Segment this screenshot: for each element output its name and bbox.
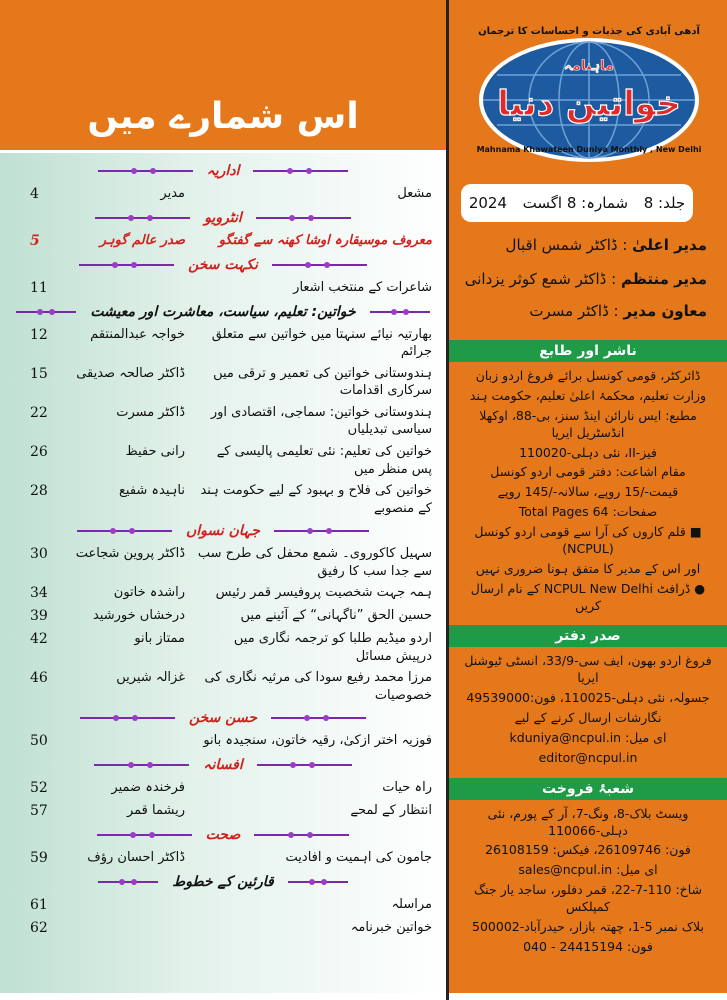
page-bottom-strip (446, 993, 727, 1000)
toc-entry[interactable] (0, 800, 446, 823)
page-number: 11 (30, 279, 48, 296)
article-author: درخشاں خورشید (92, 608, 185, 624)
info-line: فون: 26109746، فیکس: 26108159 (485, 842, 691, 858)
info-line: ای میل: kduniya@ncpul.in (509, 729, 667, 745)
page-number: 34 (30, 585, 48, 602)
section-title: حسن سخن (188, 710, 258, 727)
section-title: انٹرویو (204, 209, 242, 226)
info-line: بلاک نمبر 5-1، چھتہ بازار، حیدرآباد-500002 (472, 918, 704, 934)
info-line: جسولہ، نئی دہلی-110025، فون:49539000 (466, 690, 710, 706)
article-title: انتظار کے لمحے (350, 802, 432, 818)
sales-heading: شعبۂ فروخت (449, 778, 727, 800)
ornament-line (256, 217, 351, 219)
ornament-line (98, 170, 193, 172)
page-number: 30 (30, 546, 48, 563)
page-number: 26 (30, 443, 48, 460)
info-line: نگارشات ارسال کرنے کے لیے (514, 710, 662, 725)
toc-entry[interactable] (0, 363, 446, 402)
article-author: ڈاکٹر احسان رؤف (87, 849, 185, 865)
page-number: 39 (30, 608, 48, 625)
page-number: 5 (30, 232, 40, 249)
info-line: اور اس کے مدیر کا متفق ہونا ضروری نہیں (475, 560, 701, 576)
article-title: خواتین کی فلاح و بہبود کے لیے حکومت ہند کے منصوبے (200, 483, 432, 516)
logo-english: Mahnama Khawateen Duniya Monthly , New Delhi (476, 145, 702, 154)
article-title: راہ حیات (382, 780, 432, 796)
page-number: 61 (30, 896, 48, 913)
ornament-line (257, 764, 352, 766)
article-title: ہمہ جہت شخصیت پروفیسر قمر رئیس (215, 585, 432, 601)
section-divider (0, 706, 446, 730)
info-line: ● ڈرافٹ NCPUL New Delhi کے نام ارسال کریں (470, 580, 706, 613)
info-line: ویسٹ بلاک-8، ونگ-7، آر کے پورم، نئی دہلی-110066 (487, 805, 689, 838)
article-title: فوزیہ اختر ازکیٰ، رقیہ خاتون، سنجیدہ بانو (203, 733, 432, 749)
info-line: وزارت تعلیم، محکمۂ اعلیٰ تعلیم، حکومت ہند (469, 387, 707, 403)
page-number: 62 (30, 919, 48, 936)
article-title: خواتین کی تعلیم: نئی تعلیمی پالیسی کے پس منظر میں (216, 443, 432, 477)
ornament-line (98, 881, 158, 883)
section-title: جہان نسواں (185, 523, 261, 540)
article-title: شاعرات کے منتخب اشعار (293, 279, 432, 295)
article-author: راشدہ خاتون (113, 585, 185, 601)
ornament-line (274, 530, 369, 532)
logo-name: خواتین دنیا (497, 84, 681, 124)
article-title: اردو میڈیم طلبا کو ترجمہ نگاری میں درپیش مسائل (233, 631, 432, 664)
section-title: افسانہ (203, 757, 243, 774)
editor-role: معاون مدیر (623, 302, 707, 320)
ornament-line (253, 170, 348, 172)
section-divider (0, 253, 446, 277)
editor-role: مدیر اعلیٰ (632, 236, 707, 254)
section-title: صحت (205, 826, 241, 843)
section-divider (0, 519, 446, 543)
info-line: فون: 24415194 - 040 (523, 938, 653, 954)
article-title: معروف موسیقارہ اوشا کھنہ سے گفتگو (218, 232, 432, 248)
article-title: حسین الحق ”ناگہانی“ کے آئینے میں (240, 608, 432, 624)
page-number: 46 (30, 670, 48, 687)
table-of-contents (0, 153, 446, 993)
section-divider (0, 870, 446, 894)
article-title: مشعل (397, 186, 432, 201)
article-author: غزالہ شیریں (116, 670, 185, 686)
toc-entry[interactable] (0, 847, 446, 870)
ornament-line (97, 834, 192, 836)
ornament-line (272, 264, 367, 266)
article-title: بھارتیہ نیائے سنہتا میں خواتین سے متعلق جرائم (211, 326, 432, 360)
info-line: ڈائرکٹر، قومی کونسل برائے فروغ اردو زبان (475, 368, 701, 383)
toc-entry[interactable] (0, 183, 446, 206)
page-number: 57 (30, 802, 48, 819)
ornament-line (254, 834, 349, 836)
article-author: مدیر (160, 186, 185, 201)
article-author: صدر عالم گوہر (99, 232, 185, 248)
section-title: قارئین کے خطوط (172, 873, 274, 890)
volume: جلد: 8 (643, 194, 686, 212)
article-title: مرزا محمد رفیع سودا کی مرثیہ نگاری کی خصوصیات (204, 670, 432, 703)
article-author: ریشما قمر (126, 802, 185, 818)
section-divider (0, 300, 446, 324)
head-office-info (449, 647, 727, 777)
ornament-line (370, 311, 430, 313)
page-number: 12 (30, 326, 48, 343)
toc-entry[interactable] (0, 543, 446, 582)
ornament-line (80, 717, 175, 719)
toc-entry[interactable] (0, 730, 446, 753)
info-line: قیمت-/15 روپے، سالانہ-/145 روپے (497, 484, 679, 500)
article-author: رانی حفیظ (125, 443, 185, 459)
toc-entry[interactable] (0, 628, 446, 667)
toc-entry[interactable] (0, 480, 446, 519)
managing-editor: مدیر منتظم : ڈاکٹر شمع کوثر یزدانی (464, 270, 707, 288)
ornament-line (271, 717, 366, 719)
toc-entry[interactable] (0, 917, 446, 940)
toc-entry[interactable] (0, 324, 446, 363)
toc-entry[interactable] (0, 894, 446, 917)
info-line: مطبع: ایس نارائن اینڈ سنز، بی-88، اوکھلا انڈسٹریل ایریا (479, 407, 697, 440)
publisher-info (449, 362, 727, 625)
info-line: ■ قلم کاروں کی آرا سے قومی اردو کونسل (NCPUL) (474, 524, 702, 556)
page-number: 59 (30, 849, 48, 866)
sales-info (449, 800, 727, 967)
info-line: مقام اشاعت: دفتر قومی اردو کونسل (490, 464, 686, 480)
ornament-line (79, 264, 174, 266)
info-line: صفحات: Total Pages 64 (518, 504, 658, 520)
imprint-info (449, 340, 727, 993)
page-number: 50 (30, 733, 48, 750)
section-divider (0, 159, 446, 183)
logo-subtitle: ماہنامہ (564, 58, 614, 74)
ornament-line (288, 881, 348, 883)
article-title: ہندوستانی خواتین کی تعمیر و ترقی میں سرکاری اقدامات (213, 365, 432, 399)
page-number: 15 (30, 365, 48, 382)
article-author: ڈاکٹر صالحہ صدیقی (76, 365, 185, 381)
page-number: 28 (30, 483, 48, 500)
editor-in-chief: مدیر اعلیٰ : ڈاکٹر شمس اقبال (505, 236, 707, 254)
toc-entry[interactable] (0, 605, 446, 628)
publisher-heading: ناشر اور طابع (449, 340, 727, 362)
section-title: اداریہ (206, 163, 240, 179)
toc-entry[interactable] (0, 402, 446, 441)
logo-tagline: آدھی آبادی کی جذبات و احساسات کا ترجمان (478, 26, 700, 37)
article-title: ہندوستانی خواتین: سماجی، اقتصادی اور سیاسی تبدیلیاں (210, 404, 432, 438)
masthead-column (446, 0, 727, 993)
info-line: فیز-II، نئی دہلی-110020 (519, 444, 657, 460)
info-line: ای میل: sales@ncpul.in (518, 862, 658, 878)
head-office-heading: صدر دفتر (449, 625, 727, 647)
section-divider (0, 823, 446, 847)
editor-name: ڈاکٹر شمع کوثر یزدانی (464, 270, 607, 288)
section-title: نکہت سخن (188, 256, 258, 273)
toc-entry[interactable] (0, 582, 446, 605)
section-title: خواتین: تعلیم، سیاست، معاشرت اور معیشت (90, 303, 356, 320)
article-author: ناہیدہ شفیع (118, 483, 185, 499)
issue-info (461, 184, 693, 222)
editor-role: مدیر منتظم (620, 270, 707, 288)
magazine-logo (467, 20, 711, 170)
ornament-line (94, 764, 189, 766)
article-title: سہیل کاکوروی۔ شمع محفل کی طرح سب سے جدا سب کا رفیق (197, 546, 432, 579)
toc-entry[interactable] (0, 667, 446, 706)
article-title: مراسلہ (391, 896, 432, 912)
toc-entry[interactable] (0, 441, 446, 480)
ornament-line (95, 217, 190, 219)
issue-number: شمارہ: 8 اگست (522, 194, 629, 212)
editor-name: ڈاکٹر مسرت (529, 302, 609, 320)
ornament-line (77, 530, 172, 532)
info-line: شاخ: 110-7-22، قمر دفلور، ساجد یار جنگ کمپلکس (473, 882, 703, 914)
section-divider (0, 753, 446, 777)
page-title: اس شمارے میں (87, 96, 359, 137)
section-divider (0, 206, 446, 230)
contents-header (0, 0, 446, 150)
page-number: 4 (30, 186, 39, 202)
toc-entry[interactable] (0, 230, 446, 253)
toc-entry[interactable] (0, 777, 446, 800)
article-title: جامون کی اہمیت و افادیت (285, 849, 432, 865)
toc-entry[interactable] (0, 277, 446, 300)
article-author: خواجہ عبدالمنتقم (90, 326, 185, 342)
page-number: 52 (30, 780, 48, 797)
page-number: 22 (30, 404, 48, 421)
article-title: خواتین خبرنامہ (350, 919, 432, 935)
page-number: 42 (30, 631, 48, 648)
article-author: فرخندہ ضمیر (111, 780, 185, 796)
ornament-line (16, 311, 76, 313)
article-author: ڈاکٹر پروین شجاعت (75, 546, 185, 562)
article-author: ممتاز بانو (134, 631, 185, 647)
article-author: ڈاکٹر مسرت (116, 404, 185, 420)
info-line: فروغ اردو بھون، ایف سی-33/9، انسٹی ٹیوشنل ایریا (464, 653, 712, 686)
editor-name: ڈاکٹر شمس اقبال (505, 236, 618, 254)
info-line: editor@ncpul.in (538, 749, 638, 765)
issue-year: 2024 (468, 194, 508, 212)
assistant-editor: معاون مدیر : ڈاکٹر مسرت (529, 302, 707, 320)
